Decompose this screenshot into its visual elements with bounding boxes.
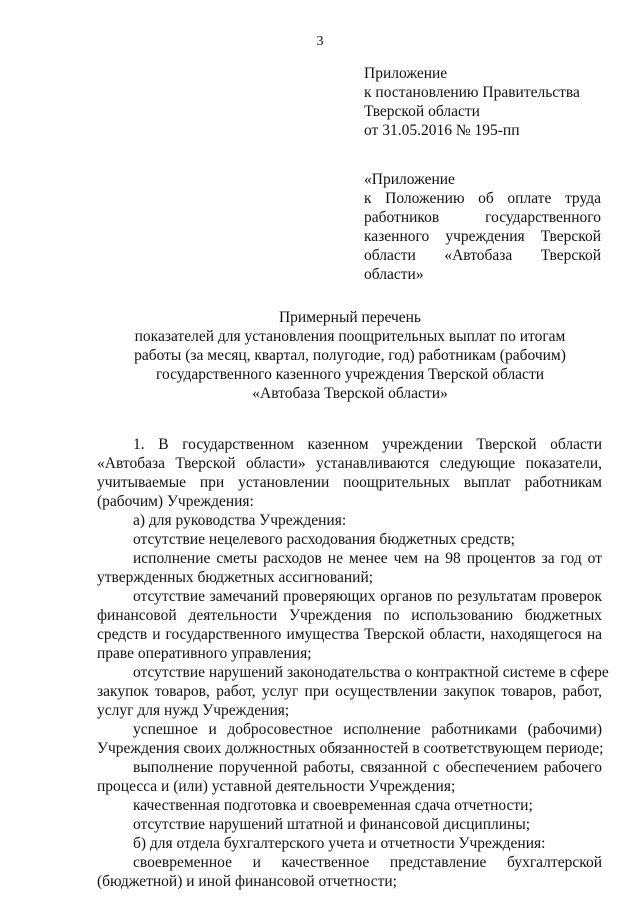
- section-heading: а) для руководства Учреждения:: [133, 512, 347, 529]
- paragraph-line: закупок товаров, работ, услуг при осуществлении закупок товаров, работ,: [97, 683, 602, 700]
- sub-appendix-line: области»: [364, 266, 424, 283]
- appendix-line: Тверской области: [364, 103, 480, 120]
- paragraph-line: своевременное и качественное представление бухгалтерской: [133, 854, 602, 871]
- page-number: 3: [316, 34, 324, 49]
- paragraph-line: услуг для нужд Учреждения;: [97, 702, 290, 719]
- paragraph-line: выполнение порученной работы, связанной с обеспечением рабочего: [133, 759, 602, 776]
- appendix-line: от 31.05.2016 № 195-пп: [364, 122, 520, 139]
- paragraph-line: «Автобаза Тверской области» устанавливаются следующие показатели,: [97, 455, 602, 472]
- appendix-line: Приложение: [364, 65, 448, 82]
- paragraph-line: отсутствие нецелевого расходования бюджетных средств;: [133, 531, 515, 548]
- paragraph-line: 1. В государственном казенном учреждении Тверской области: [133, 436, 602, 453]
- document-body: [97, 435, 609, 891]
- title-line: показателей для установления поощрительных выплат по итогам: [134, 328, 566, 345]
- paragraph-line: учитываемые при установлении поощрительных выплат работникам: [97, 474, 602, 491]
- title-line: работы (за месяц, квартал, полугодие, год) работникам (рабочим): [134, 347, 566, 364]
- sub-appendix-header: [364, 170, 601, 284]
- appendix-header: [364, 64, 580, 140]
- paragraph-line: качественная подготовка и своевременная сдача отчетности;: [133, 797, 533, 814]
- title-line: Примерный перечень: [278, 309, 421, 326]
- paragraph-line: отсутствие нарушений законодательства о контрактной системе в сфере: [133, 664, 609, 681]
- paragraph-line: Учреждения своих должностных обязанностей в соответствующем периоде;: [97, 740, 604, 757]
- paragraph-line: отсутствие нарушений штатной и финансовой дисциплины;: [133, 816, 531, 833]
- document-title: [100, 308, 600, 403]
- paragraph-line: (рабочим) Учреждения:: [97, 493, 254, 510]
- paragraph-line: финансовой деятельности Учреждения по использованию бюджетных: [97, 607, 602, 624]
- section-heading: б) для отдела бухгалтерского учета и отчетности Учреждения:: [133, 835, 546, 852]
- title-line: «Автобаза Тверской области»: [252, 385, 448, 402]
- sub-appendix-line: к Положению об оплате труда: [364, 190, 601, 207]
- paragraph-line: праве оперативного управления;: [97, 645, 312, 662]
- sub-appendix-line: работников государственного: [364, 209, 601, 226]
- paragraph-line: отсутствие замечаний проверяющих органов по результатам проверок: [133, 588, 602, 605]
- appendix-line: к постановлению Правительства: [364, 84, 580, 101]
- sub-appendix-line: «Приложение: [364, 171, 455, 188]
- paragraph-line: процесса и (или) уставной деятельности Учреждения;: [97, 778, 456, 795]
- paragraph-line: средств и государственного имущества Тверской области, находящегося на: [97, 626, 602, 643]
- paragraph-line: утвержденных бюджетных ассигнований;: [97, 569, 374, 586]
- title-line: государственного казенного учреждения Тверской области: [155, 366, 545, 383]
- paragraph-line: исполнение сметы расходов не менее чем на 98 процентов за год от: [133, 550, 602, 567]
- paragraph-line: успешное и добросовестное исполнение работниками (рабочими): [133, 721, 602, 738]
- sub-appendix-line: области «Автобаза Тверской: [364, 247, 601, 264]
- paragraph-line: (бюджетной) и иной финансовой отчетности;: [97, 873, 397, 890]
- sub-appendix-line: казенного учреждения Тверской: [364, 228, 601, 245]
